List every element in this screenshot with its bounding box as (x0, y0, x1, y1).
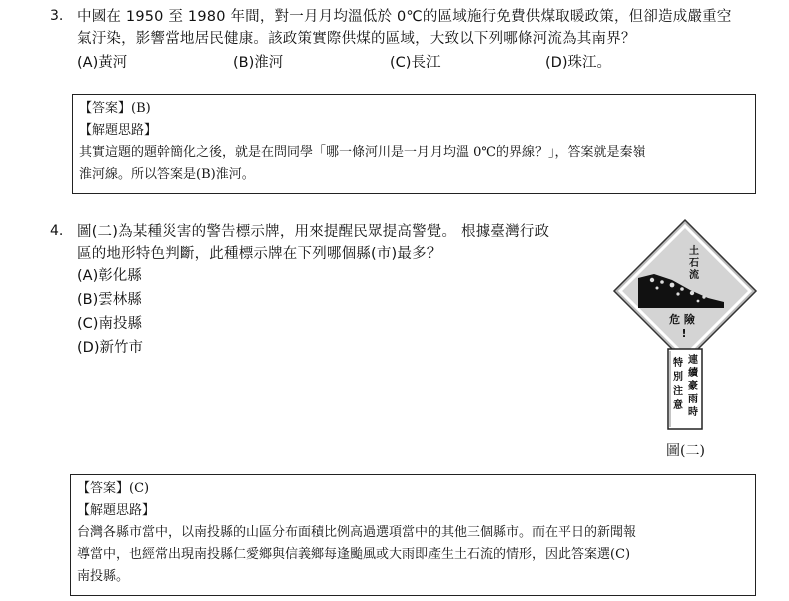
question-4-option-a: (A)彰化縣 (77, 268, 142, 284)
answer-box-3 (72, 94, 756, 194)
answer-box-4 (70, 474, 756, 596)
answer-3-explanation-line-1: 其實這題的題幹簡化之後，就是在問同學「哪一條河川是一月月均溫 0℃的界線？」，答案就是秦嶺 (79, 145, 646, 160)
post-col-1-char-3: 注 (673, 386, 683, 397)
answer-3-label: 【答案】(B) (79, 101, 151, 116)
question-3-number: 3. (50, 8, 64, 24)
question-3-stem (77, 6, 777, 50)
post-col-2-char-3: 豪 (688, 381, 698, 392)
question-3-option-a: (A)黃河 (77, 55, 128, 71)
question-3-line-1: 中國在 1950 至 1980 年間，對一月月均溫低於 0℃的區域施行免費供煤取暖政策，但卻造成嚴重空 (77, 9, 732, 25)
question-4-option-b: (B)雲林縣 (77, 292, 142, 308)
question-4-line-2: 區的地形特色判斷，此種標示牌在下列哪個縣(市)最多？ (77, 246, 442, 262)
answer-4-explanation-line-2: 導當中，也經常出現南投縣仁愛鄉與信義鄉每逢颱風或大雨即產生土石流的情形，因此答案選(C) (77, 547, 631, 562)
post-col-1-char-1: 特 (673, 358, 683, 369)
question-4-number: 4. (50, 223, 64, 239)
answer-4-explanation-line-3: 南投縣。 (77, 569, 130, 584)
post-col-2-char-4: 雨 (688, 394, 698, 405)
sign-label-char-3: 流 (689, 270, 699, 281)
post-col-2-char-2: 續 (688, 368, 698, 379)
sign-danger-text: 危 險 (669, 313, 695, 326)
question-3-option-c: (C)長江 (390, 55, 441, 71)
answer-3-explanation-line-2: 淮河線。所以答案是(B)淮河。 (79, 167, 255, 182)
question-3-option-b: (B)淮河 (233, 55, 284, 71)
post-col-1-char-4: 意 (673, 400, 683, 411)
question-3-line-2: 氣汙染，影響當地居民健康。該政策實際供煤的區域，大致以下列哪條河流為其南界？ (77, 31, 636, 47)
sign-label-char-2: 石 (689, 258, 699, 269)
sign-exclaim: ! (681, 327, 687, 340)
debris-flow-warning-sign (612, 218, 762, 433)
answer-4-label: 【答案】(C) (77, 481, 150, 496)
answer-4-explanation-line-1: 台灣各縣市當中，以南投縣的山區分布面積比例高過選項當中的其他三個縣市。而在平日的新聞報 (77, 525, 637, 540)
question-4-stem (77, 221, 597, 265)
question-3-option-d: (D)珠江。 (545, 55, 611, 71)
answer-3-heading: 【解題思路】 (79, 123, 158, 138)
post-col-2-char-5: 時 (688, 407, 698, 418)
post-col-1-char-2: 別 (673, 372, 683, 383)
figure-caption: 圖(二) (666, 443, 705, 459)
question-4-option-d: (D)新竹市 (77, 340, 143, 356)
sign-label-char-1: 土 (689, 246, 699, 257)
question-4-line-1: 圖(二)為某種災害的警告標示牌，用來提醒民眾提高警覺。 根據臺灣行政 (77, 224, 550, 240)
post-col-2-char-1: 連 (688, 355, 698, 366)
question-4-option-c: (C)南投縣 (77, 316, 142, 332)
answer-4-heading: 【解題思路】 (77, 503, 156, 518)
